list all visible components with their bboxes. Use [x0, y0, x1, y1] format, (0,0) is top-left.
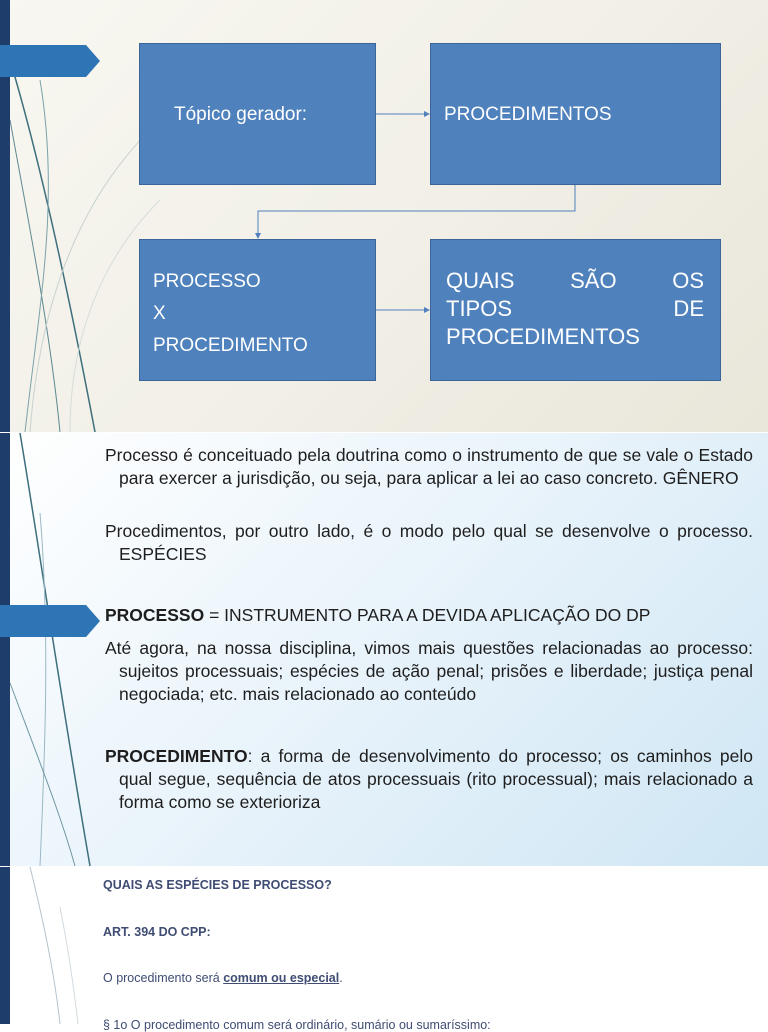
slide3-cut-line: § 1o O procedimento comum será ordinário, sumário ou sumaríssimo:	[103, 1018, 491, 1032]
slide-2	[0, 433, 768, 866]
paragraph-procedimentos-definicao	[105, 520, 753, 566]
arrowhead-icon	[424, 307, 430, 313]
connector-elbow	[258, 185, 575, 237]
box-processo-line: PROCEDIMENTO	[153, 335, 308, 356]
box-quais-line: QUAIS SÃO OS	[446, 268, 704, 293]
arrowhead-icon	[424, 111, 430, 117]
arrowhead-icon	[255, 233, 261, 239]
box-processo-line: PROCESSO	[153, 271, 261, 292]
box-quais-line: PROCEDIMENTOS	[446, 324, 640, 349]
slide3-heading: QUAIS AS ESPÉCIES DE PROCESSO?	[103, 878, 332, 892]
slide-3	[0, 867, 768, 1032]
left-sidebar-bar	[0, 433, 10, 866]
paragraph-text: : a forma de desenvolvimento do processo; os caminhos pelo qual segue, sequência de atos processuais (rito processual); mais relacionado a forma como se exterioriza	[119, 746, 753, 812]
paragraph-text: Procedimentos, por outro lado, é o modo pelo qual se desenvolve o processo. ESPÉCIES	[105, 521, 753, 564]
paragraph-text: = INSTRUMENTO PARA A DEVIDA APLICAÇÃO DO DP	[204, 605, 651, 625]
slide3-art-label: ART. 394 DO CPP:	[103, 925, 211, 939]
comum-ou-especial-link[interactable]: comum ou especial	[223, 971, 340, 985]
slide3-text: O procedimento será	[103, 971, 224, 985]
box-topico-label: Tópico gerador:	[174, 104, 308, 125]
paragraph-procedimento-definicao	[105, 745, 753, 814]
bold-term: PROCEDIMENTO	[105, 746, 248, 766]
slide-1	[0, 0, 768, 432]
paragraph-processo-definicao	[105, 444, 753, 490]
box-quais-line: TIPOS DE	[446, 296, 704, 321]
paragraph-processo-instrumento	[105, 604, 753, 627]
slide3-text: .	[339, 971, 343, 985]
flow-connectors	[0, 0, 768, 432]
paragraph-ate-agora	[105, 637, 753, 706]
box-procedimentos-label: PROCEDIMENTOS	[444, 104, 612, 125]
left-sidebar-bar	[0, 867, 10, 1024]
bold-term: PROCESSO	[105, 605, 205, 625]
paragraph-text: Processo é conceituado pela doutrina como o instrumento de que se vale o Estado para exercer a jurisdição, ou seja, para aplicar a lei ao caso concreto. GÊNERO	[105, 445, 753, 488]
slide3-procedimento-line	[103, 971, 343, 985]
box-processo-line: X	[153, 303, 166, 324]
paragraph-text: Até agora, na nossa disciplina, vimos mais questões relacionadas ao processo: sujeitos processuais; espécies de ação penal; prisões e liberdade; justiça penal negociada; etc. mais relacionado ao conteúdo	[105, 638, 753, 704]
arrow-tab-marker	[0, 605, 100, 637]
